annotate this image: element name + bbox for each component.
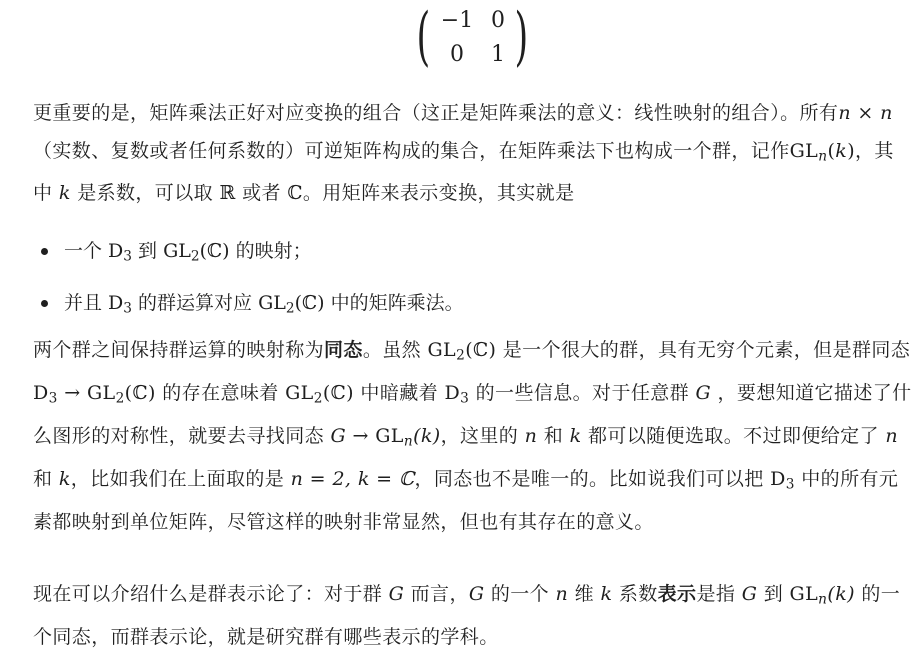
term-homomorphism: 同态 <box>324 339 363 361</box>
matrix-cell-11: −1 <box>440 8 474 33</box>
paragraph-homomorphism: 两个群之间保持群运算的映射称为同态。虽然 $GL_2(ℂ)$ 是一个很大的群，具有无穷个元素，但是群同态 $D_3$ → $GL_2(ℂ)$ 的存在意味着 $GL_2(ℂ)$ 中暗藏着 $D_3$ 的一些信息。对于任意群 G ，要想知道它描述了什么图形的对称性，就要去寻找同态 $G \to GL_n(k)$，这里的 n 和 k 都可以随便选取。不过即便给定了 n 和 k，比如我们在上面取的是 n = 2, k = ℂ，同态也不是唯一的。比如说我们可以把 $D_3$ 中的所有元素都映射到单位矩阵，尽管这样的映射非常显然，但也有其存在的意义。 <box>33 339 912 533</box>
matrix-cell-12: 0 <box>491 8 505 33</box>
matrix-cell-21: 0 <box>450 42 464 67</box>
paragraph-representation-theory: 现在可以介绍什么是群表示论了：对于群 G 而言，G 的一个 n 维 k 系数表示是指 G 到 $GL_n(k)$ 的一个同态，而群表示论，就是研究群有哪些表示的学科。 <box>33 583 901 648</box>
matrix-right-paren: ) <box>514 0 529 74</box>
term-representation: 表示 <box>657 583 697 605</box>
matrix-cell-22: 1 <box>491 42 505 67</box>
paragraph-matrix-multiplication: 更重要的是，矩阵乘法正好对应变换的组合（这正是矩阵乘法的意义：线性映射的组合）。所有n × n（实数、复数或者任何系数的）可逆矩阵构成的集合，在矩阵乘法下也构成一个群，记作$GL_n(k)$，其中 k 是系数，可以取 ℝ 或者 ℂ。用矩阵来表示变换，其实就是 <box>33 102 894 205</box>
list-item: 并且 $D_3$ 的群运算对应 $GL_2(ℂ)$ 中的矩阵乘法。 <box>33 280 913 332</box>
bullet-list <box>33 228 913 333</box>
matrix-left-paren: ( <box>416 0 431 74</box>
list-item: 一个 $D_3$ 到 $GL_2(ℂ)$ 的映射； <box>33 228 913 280</box>
matrix-display <box>412 0 530 74</box>
